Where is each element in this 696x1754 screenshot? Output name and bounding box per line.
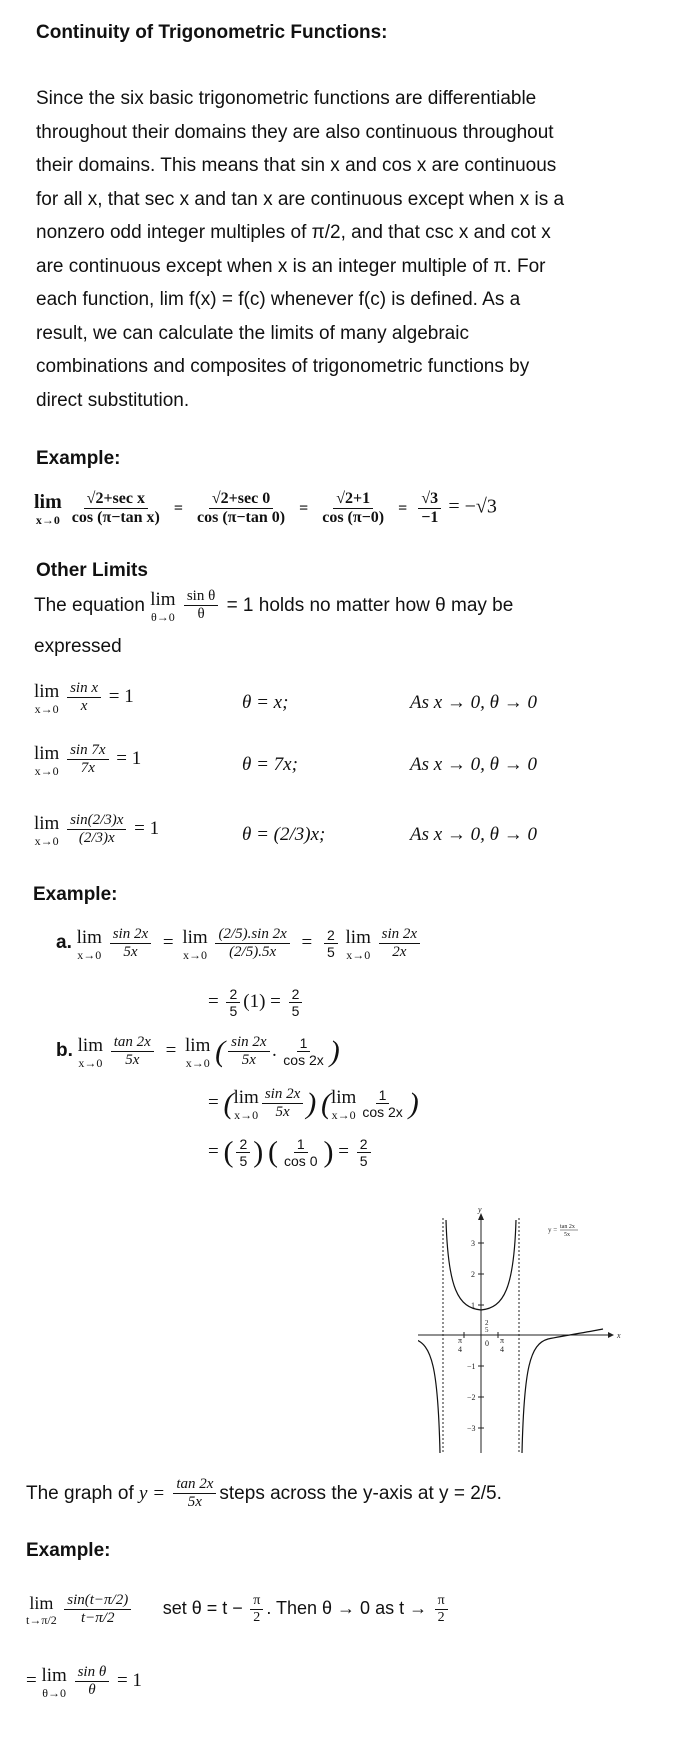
example3-line1: lim t→π/2 $\frac{\sin(t-\pi/2)}{t-\pi/2}$ set θ = t − $\frac{\pi}{2}$ . Then θ → 0 as t → $\frac{\pi}{2}$ xyxy=(26,1592,451,1628)
x-tick-label: π xyxy=(458,1336,463,1345)
legend-label: y = xyxy=(548,1226,558,1234)
intro-line: each function, lim f(x) = f(c) whenever f(c) is defined. As a xyxy=(36,289,521,310)
y-intercept-label: 5 xyxy=(485,1326,489,1334)
limit-operator: lim θ→0 xyxy=(150,588,176,624)
y-tick-label: −3 xyxy=(467,1424,476,1433)
y-tick-label: 3 xyxy=(471,1239,475,1248)
curve-left-branch xyxy=(418,1339,440,1453)
x-tick-label: π xyxy=(500,1336,505,1345)
as-condition: As x → 0, θ → 0 xyxy=(410,754,538,775)
fraction: $\frac{√2+1}{\cos (\pi-0)}$ xyxy=(322,490,385,527)
limit-row: lim x→0 $\frac{\sin(2/3)x}{(2/3)x}$ = 1 xyxy=(34,812,160,848)
curve-right-branch xyxy=(522,1329,603,1453)
intro-line: Since the six basic trigonometric functions are differentiable xyxy=(36,88,537,109)
example-heading: Example: xyxy=(26,1540,111,1561)
intro-line: combinations and composites of trigonometric functions by xyxy=(36,356,530,377)
y-axis-arrow xyxy=(478,1213,484,1220)
limit-operator: lim x→0 xyxy=(34,491,62,528)
theta-substitution: θ = x; xyxy=(242,692,289,713)
as-condition: As x → 0, θ → 0 xyxy=(410,692,538,713)
example2b-line3: = ( $\frac{2}{5}$ ) ( $\frac{1}{\cos 0}$ ) = $\frac{2}{5}$ xyxy=(208,1136,374,1169)
origin-label: 0 xyxy=(485,1339,489,1348)
intro-line: are continuous except when x is an integer multiple of π. For xyxy=(36,255,546,277)
example2b-line2: = ( lim x→0 $\frac{\sin 2x}{5x}$ ) ( lim x→0 $\frac{1}{\cos 2x}$ ) xyxy=(208,1086,419,1122)
legend-label: 5x xyxy=(564,1232,570,1238)
example1-equation: lim x→0 $\frac{\text{√2+sec x}}{\text{cos (π−tan x)}}$ = $\frac{√2+\sec 0}{\cos (\pi-\tan 0)}$ = $\frac{√2+1}{\cos (\pi-0)}$ = $\frac{√3}{-1}$ = −√3 xyxy=(34,490,497,528)
intro-line: throughout their domains they are also continuous throughout xyxy=(36,121,554,143)
other-limits-heading: Other Limits xyxy=(36,560,148,581)
example2a-line2: = $\frac{2}{5}$ (1) = $\frac{2}{5}$ xyxy=(208,986,305,1019)
legend-label: tan 2x xyxy=(560,1224,575,1230)
x-axis-arrow xyxy=(608,1332,614,1338)
y-intercept-label: 2 xyxy=(485,1319,489,1327)
y-tick-label: −2 xyxy=(467,1393,476,1402)
x-tick-label: 4 xyxy=(500,1345,504,1354)
intro-line: direct substitution. xyxy=(36,389,190,411)
other-limits-sentence-line2: expressed xyxy=(34,636,122,657)
example-heading: Example: xyxy=(33,884,118,905)
fraction: $\frac{√3}{-1}$ xyxy=(418,490,441,528)
fraction: $\frac{\text{√2+sec x}}{\text{cos (π−tan x)}}$ xyxy=(71,490,160,527)
fraction: $\frac{√2+\sec 0}{\cos (\pi-\tan 0)}$ xyxy=(197,490,286,527)
x-axis-label: x xyxy=(617,1331,621,1340)
limit-row: lim x→0 $\frac{\sin 7x}{7x}$ = 1 xyxy=(34,742,142,778)
as-condition: As x → 0, θ → 0 xyxy=(410,824,538,845)
y-tick-label: 1 xyxy=(471,1301,475,1310)
other-limits-sentence: The equation lim θ→0 $\frac{\text{sin θ}}{\theta}$ = 1 holds no matter how θ may be xyxy=(34,588,514,624)
theta-substitution: θ = 7x; xyxy=(242,754,298,775)
fraction: $\frac{\text{sin θ}}{\theta}$ xyxy=(184,588,218,624)
example1-result: = −√3 xyxy=(448,495,497,518)
example3-line2: = lim θ→0 $\frac{\text{sin θ}}{\theta}$ = 1 xyxy=(26,1664,142,1700)
limit-row: lim x→0 $\frac{\text{sin x}}{x}$ = 1 xyxy=(34,680,134,716)
example2a-line1: a. lim x→0 $\frac{\sin 2x}{5x}$ = lim x→0 $\frac{(2/5).\sin 2x}{(2/5).5x}$ = $\frac{2}{5}$ lim x→0 $\frac{\sin 2x}{2x}$ xyxy=(56,926,423,962)
theta-substitution: θ = (2/3)x; xyxy=(242,824,326,845)
example2b-line1: b. lim x→0 $\frac{\tan 2x}{5x}$ = lim x→0 ( $\frac{\sin 2x}{5x}$ . $\frac{1}{\cos 2x}$ ) xyxy=(56,1034,340,1070)
graph-caption: The graph of y = $\frac{\tan 2x}{5x}$ steps across the y-axis at y = 2/5. xyxy=(26,1476,502,1511)
example-heading: Example: xyxy=(36,448,121,469)
x-tick-label: 4 xyxy=(458,1345,462,1354)
intro-line: for all x, that sec x and tan x are continuous except when x is a xyxy=(36,188,565,210)
page-title: Continuity of Trigonometric Functions: xyxy=(36,22,388,43)
intro-line: nonzero odd integer multiples of π/2, and that csc x and cot x xyxy=(36,222,551,243)
tan2x-over-5x-graph xyxy=(418,1208,678,1458)
intro-line: result, we can calculate the limits of many algebraic xyxy=(36,322,469,344)
intro-paragraph xyxy=(36,82,676,417)
y-tick-label: 2 xyxy=(471,1270,475,1279)
y-tick-label: −1 xyxy=(467,1362,476,1371)
intro-line: their domains. This means that sin x and cos x are continuous xyxy=(36,155,557,176)
y-axis-label: y xyxy=(478,1208,482,1214)
